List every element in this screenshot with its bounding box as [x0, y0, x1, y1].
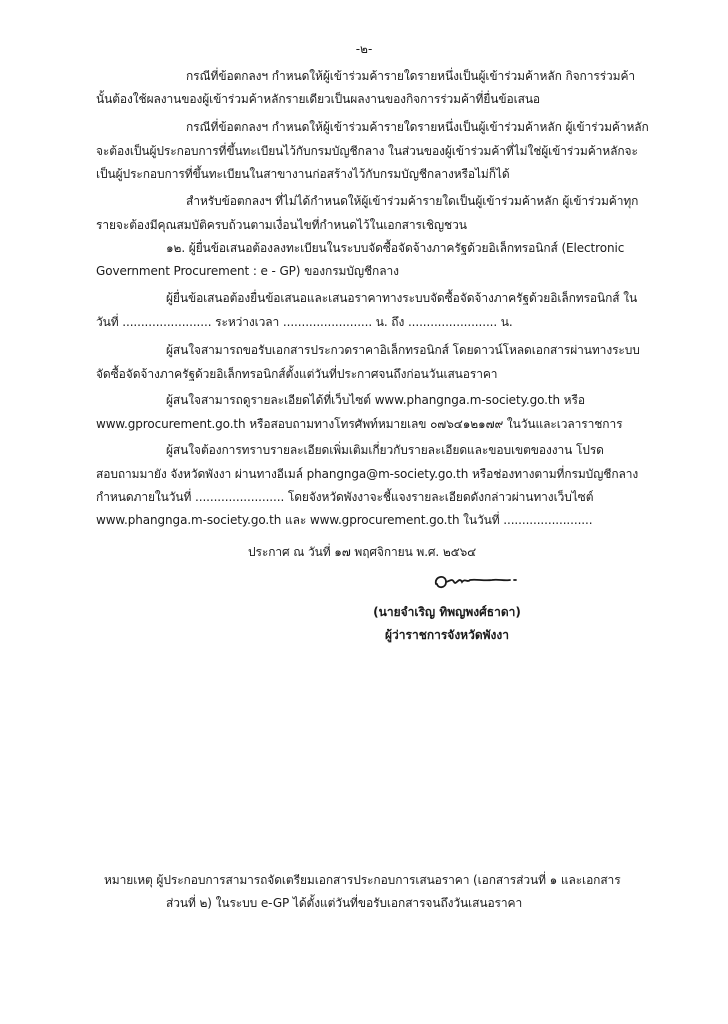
remark-line: ส่วนที่ ๒) ในระบบ e-GP ได้ตั้งแต่วันที่ขอรับเอกสารจนถึงวันเสนอราคา — [166, 896, 523, 910]
paragraph-line: กรณีที่ข้อตกลงฯ กำหนดให้ผู้เข้าร่วมค้ารายใดรายหนึ่งเป็นผู้เข้าร่วมค้าหลัก ผู้เข้าร่วมค้าหลัก — [186, 120, 649, 134]
paragraph-line: ผู้สนใจสามารถดูรายละเอียดได้ที่เว็บไซต์ www.phangnga.m-society.go.th หรือ — [166, 393, 585, 407]
paragraph-line: วันที่ ........................ ระหว่างเวลา ........................ น. ถึง ........................ น. — [96, 315, 513, 329]
paragraph-line: www.gprocurement.go.th หรือสอบถามทางโทรศัพท์หมายเลข ๐๗๖๔๑๒๑๗๙ ในวันและเวลาราชการ — [96, 417, 623, 431]
paragraph-line: รายจะต้องมีคุณสมบัติครบถ้วนตามเงื่อนไขที่กำหนดไว้ในเอกสารเชิญชวน — [96, 218, 467, 232]
paragraph-line: ผู้ยื่นข้อเสนอต้องยื่นข้อเสนอและเสนอราคาทางระบบจัดซื้อจัดจ้างภาครัฐด้วยอิเล็กทรอนิกส์ ใน — [166, 291, 638, 305]
announcement-date: ประกาศ ณ วันที่ ๑๗ พฤศจิกายน พ.ศ. ๒๕๖๔ — [248, 545, 477, 559]
paragraph-line: ผู้สนใจสามารถขอรับเอกสารประกวดราคาอิเล็กทรอนิกส์ โดยดาวน์โหลดเอกสารผ่านทางระบบ — [166, 343, 640, 357]
paragraph-line: www.phangnga.m-society.go.th และ www.gprocurement.go.th ในวันที่ ........................ — [96, 513, 593, 527]
paragraph-line: กรณีที่ข้อตกลงฯ กำหนดให้ผู้เข้าร่วมค้ารายใดรายหนึ่งเป็นผู้เข้าร่วมค้าหลัก กิจการร่วมค้า — [186, 69, 636, 83]
signatory-title: ผู้ว่าราชการจังหวัดพังงา — [385, 628, 509, 642]
paragraph-line: กำหนดภายในวันที่ ........................ โดยจังหวัดพังงาจะชี้แจงรายละเอียดดังกล่าวผ่านทางเว็บไซต์ — [96, 490, 594, 504]
paragraph-line: นั้นต้องใช้ผลงานของผู้เข้าร่วมค้าหลักรายเดียวเป็นผลงานของกิจการร่วมค้าที่ยื่นข้อเสนอ — [96, 92, 541, 106]
paragraph-line: Government Procurement : e - GP) ของกรมบัญชีกลาง — [96, 264, 399, 278]
paragraph-line: สำหรับข้อตกลงฯ ที่ไม่ได้กำหนดให้ผู้เข้าร่วมค้ารายใดเป็นผู้เข้าร่วมค้าหลัก ผู้เข้าร่วมค้าทุก — [186, 194, 639, 208]
page-number: -๒- — [355, 42, 373, 56]
paragraph-line: ผู้สนใจต้องการทราบรายละเอียดเพิ่มเติมเกี่ยวกับรายละเอียดและขอบเขตของงาน โปรด — [166, 443, 604, 457]
paragraph-line: เป็นผู้ประกอบการที่ขึ้นทะเบียนในสาขางานก่อสร้างไว้กับกรมบัญชีกลางหรือไม่ก็ได้ — [96, 167, 510, 181]
remark-line: หมายเหตุ ผู้ประกอบการสามารถจัดเตรียมเอกสารประกอบการเสนอราคา (เอกสารส่วนที่ ๑ และเอกสาร — [104, 873, 621, 887]
signatory-name: (นายจำเริญ ทิพญพงศ์ธาดา) — [373, 605, 521, 619]
paragraph-line: จัดซื้อจัดจ้างภาครัฐด้วยอิเล็กทรอนิกส์ตั้งแต่วันที่ประกาศจนถึงก่อนวันเสนอราคา — [96, 367, 498, 381]
paragraph-line: ๑๒. ผู้ยื่นข้อเสนอต้องลงทะเบียนในระบบจัดซื้อจัดจ้างภาครัฐด้วยอิเล็กทรอนิกส์ (Electronic — [166, 241, 625, 255]
signature-image — [432, 564, 522, 604]
paragraph-line: สอบถามมายัง จังหวัดพังงา ผ่านทางอีเมล์ phangnga@m-society.go.th หรือช่องทางตามที่กรมบัญชีกลาง — [96, 467, 639, 481]
paragraph-line: จะต้องเป็นผู้ประกอบการที่ขึ้นทะเบียนไว้กับกรมบัญชีกลาง ในส่วนของผู้เข้าร่วมค้าที่ไม่ใช่ผู้เข้าร่วมค้าหลักจะ — [96, 144, 638, 158]
